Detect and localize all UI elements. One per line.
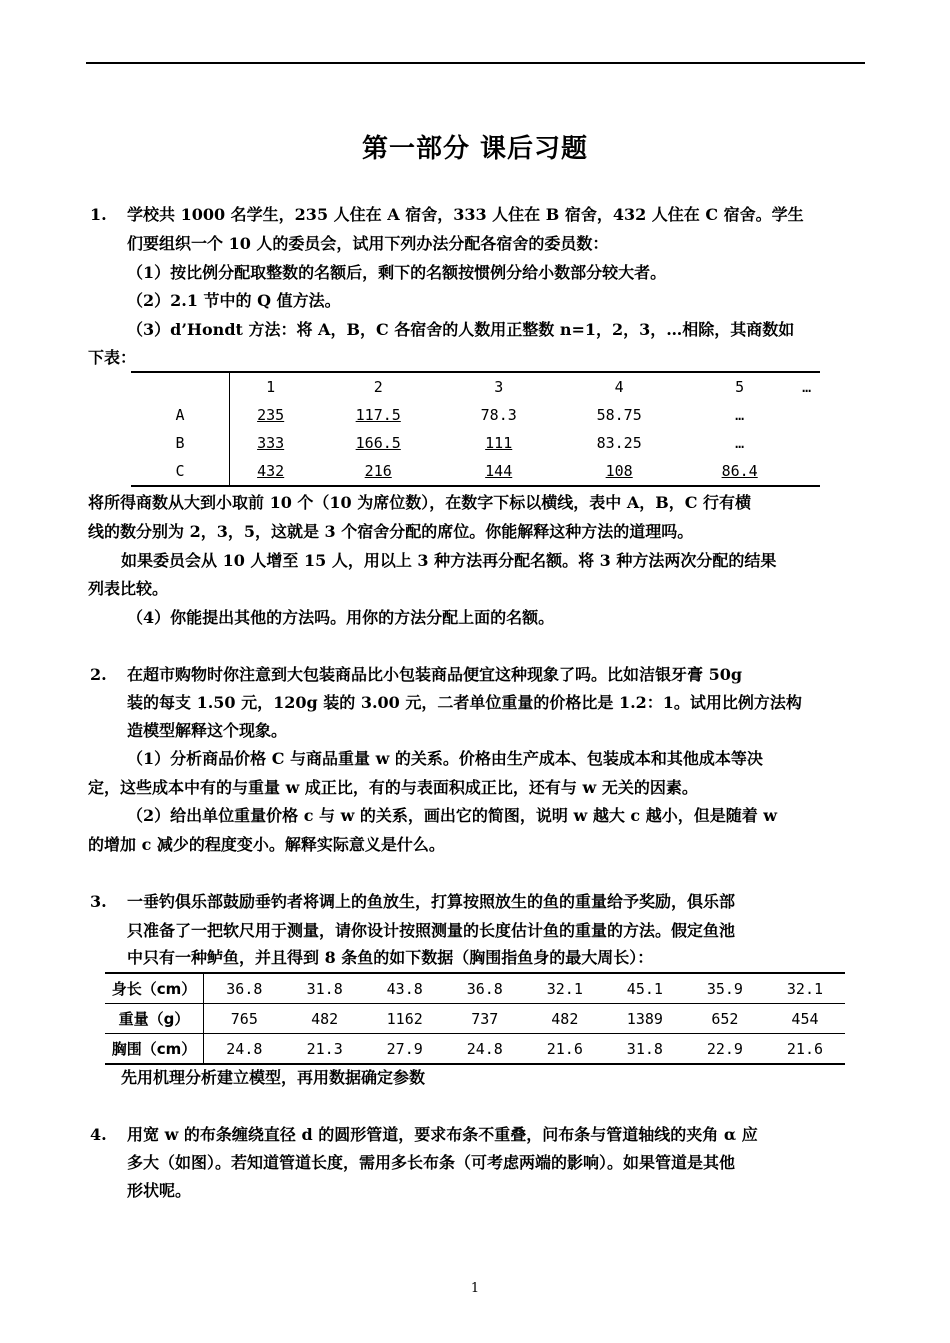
table-cell: 36.8 [204, 973, 285, 1004]
table-cell: 4 [614, 378, 624, 396]
table-row [131, 457, 820, 486]
table-cell: 454 [765, 1004, 845, 1034]
table-cell: 1389 [605, 1004, 685, 1034]
table-cell: 27.9 [365, 1034, 445, 1065]
table-cell: 117.5 [355, 406, 401, 424]
table-cell: 144 [485, 462, 513, 480]
q1-after-line: 列表比较。 [88, 579, 169, 598]
q4-line: 形状呢。 [127, 1181, 192, 1200]
dhondt-table [131, 371, 820, 487]
table-cell: 432 [257, 462, 285, 480]
q1-number: 1. [90, 205, 107, 224]
table-cell: 166.5 [355, 434, 401, 452]
q3-number: 3. [90, 892, 107, 911]
q3-line: 中只有一种鲈鱼，并且得到 8 条鱼的如下数据（胸围指鱼身的最大周长）： [127, 948, 654, 967]
table-cell: 3 [494, 378, 504, 396]
q2-number: 2. [90, 665, 107, 684]
q1-line: （3）d’Hondt 方法：将 A，B，C 各宿舍的人数用正整数 n=1，2，3，…相除，其商数如 [127, 320, 795, 339]
table-row [105, 973, 845, 1004]
q2-line: 装的每支 1.50 元，120g 装的 3.00 元，二者单位重量的价格比是 1.2：1。试用比例方法构 [127, 693, 802, 712]
table-cell [793, 429, 820, 457]
table-row [105, 1004, 845, 1034]
table-cell: … [802, 378, 812, 396]
q3-after-line: 先用机理分析建立模型，再用数据确定参数 [121, 1068, 426, 1087]
q2-line: 在超市购物时你注意到大包装商品比小包装商品便宜这种现象了吗。比如洁银牙膏 50g [127, 665, 743, 684]
table-cell: 21.6 [525, 1034, 605, 1065]
page-number: 1 [470, 1281, 480, 1296]
table-cell: 737 [445, 1004, 525, 1034]
q4-line: 多大（如图）。若知道管道长度，需用多长布条（可考虑两端的影响）。如果管道是其他 [127, 1153, 736, 1172]
table-cell: 652 [685, 1004, 765, 1034]
q4-number: 4. [90, 1125, 107, 1144]
table-cell: 31.8 [285, 973, 365, 1004]
table-cell: … [735, 406, 745, 424]
header-rule [86, 62, 865, 64]
table-cell: 108 [605, 462, 633, 480]
table-cell: 36.8 [445, 973, 525, 1004]
table-cell: 22.9 [685, 1034, 765, 1065]
table-cell: 21.3 [285, 1034, 365, 1065]
table-cell: 482 [525, 1004, 605, 1034]
q4-line: 用宽 w 的布条缠绕直径 d 的圆形管道，要求布条不重叠，问布条与管道轴线的夹角 α 应 [127, 1125, 758, 1144]
q2-line: （1）分析商品价格 C 与商品重量 w 的关系。价格由生产成本、包装成本和其他成本等决 [127, 749, 763, 768]
table-cell: 216 [364, 462, 392, 480]
table-cell: 333 [257, 434, 285, 452]
q1-line: 下表： [88, 348, 137, 367]
page-title: 第一部分 课后习题 [361, 134, 589, 164]
q1-line: （2）2.1 节中的 Q 值方法。 [127, 291, 341, 310]
row-label: A [131, 401, 230, 429]
table-cell [131, 372, 230, 401]
row-label: C [131, 457, 230, 486]
q1-line: （1）按比例分配取整数的名额后，剩下的名额按惯例分给小数部分较大者。 [127, 263, 667, 282]
q1-line: 们要组织一个 10 人的委员会，试用下列办法分配各宿舍的委员数： [127, 234, 609, 253]
table-cell: 5 [735, 378, 745, 396]
table-cell: 35.9 [685, 973, 765, 1004]
table-cell: 235 [257, 406, 285, 424]
q1-after-line: 线的数分别为 2，3，5，这就是 3 个宿舍分配的席位。你能解释这种方法的道理吗。 [88, 522, 694, 541]
table-cell: 58.75 [596, 406, 642, 424]
table-cell: 86.4 [721, 462, 758, 480]
table-cell: 24.8 [445, 1034, 525, 1065]
table-cell: 765 [204, 1004, 285, 1034]
table-row [131, 429, 820, 457]
q1-after-line: 如果委员会从 10 人增至 15 人，用以上 3 种方法再分配名额。将 3 种方法两次分配的结果 [121, 551, 777, 570]
q3-line: 只准备了一把软尺用于测量，请你设计按照测量的长度估计鱼的重量的方法。假定鱼池 [127, 921, 736, 940]
q1-line: 学校共 1000 名学生，235 人住在 A 宿舍，333 人住在 B 宿舍，432 人住在 C 宿舍。学生 [127, 205, 804, 224]
table-cell: 1162 [365, 1004, 445, 1034]
table-cell: 111 [485, 434, 513, 452]
q2-line: 定，这些成本中有的与重量 w 成正比，有的与表面积成正比，还有与 w 无关的因素。 [88, 778, 698, 797]
table-cell: 83.25 [596, 434, 642, 452]
q2-line: （2）给出单位重量价格 c 与 w 的关系，画出它的简图，说明 w 越大 c 越小，但是随着 w [127, 806, 778, 825]
table-cell [793, 457, 820, 486]
q3-line: 一垂钓俱乐部鼓励垂钓者将调上的鱼放生，打算按照放生的鱼的重量给予奖励，俱乐部 [127, 892, 736, 911]
table-cell: 1 [266, 378, 276, 396]
table-cell: 45.1 [605, 973, 685, 1004]
table-cell: 482 [285, 1004, 365, 1034]
q2-line: 造模型解释这个现象。 [127, 721, 288, 740]
table-cell: 32.1 [525, 973, 605, 1004]
q1-after-line: （4）你能提出其他的方法吗。用你的方法分配上面的名额。 [127, 608, 555, 627]
fish-data-table [105, 972, 845, 1065]
table-header-row [131, 372, 820, 401]
table-cell: 43.8 [365, 973, 445, 1004]
row-label: B [131, 429, 230, 457]
row-label: 身长（cm） [105, 973, 204, 1004]
q1-after-line: 将所得商数从大到小取前 10 个（10 为席位数），在数字下标以横线，表中 A，B，C 行有横 [88, 493, 752, 512]
table-cell: 24.8 [204, 1034, 285, 1065]
row-label: 重量（g） [105, 1004, 204, 1034]
table-cell: 32.1 [765, 973, 845, 1004]
table-cell: 2 [373, 378, 383, 396]
table-cell: … [735, 434, 745, 452]
row-label: 胸围（cm） [105, 1034, 204, 1065]
q2-line: 的增加 c 减少的程度变小。解释实际意义是什么。 [88, 835, 445, 854]
table-row [131, 401, 820, 429]
table-cell: 78.3 [480, 406, 517, 424]
table-cell [793, 401, 820, 429]
table-row [105, 1034, 845, 1065]
table-cell: 21.6 [765, 1034, 845, 1065]
table-cell: 31.8 [605, 1034, 685, 1065]
